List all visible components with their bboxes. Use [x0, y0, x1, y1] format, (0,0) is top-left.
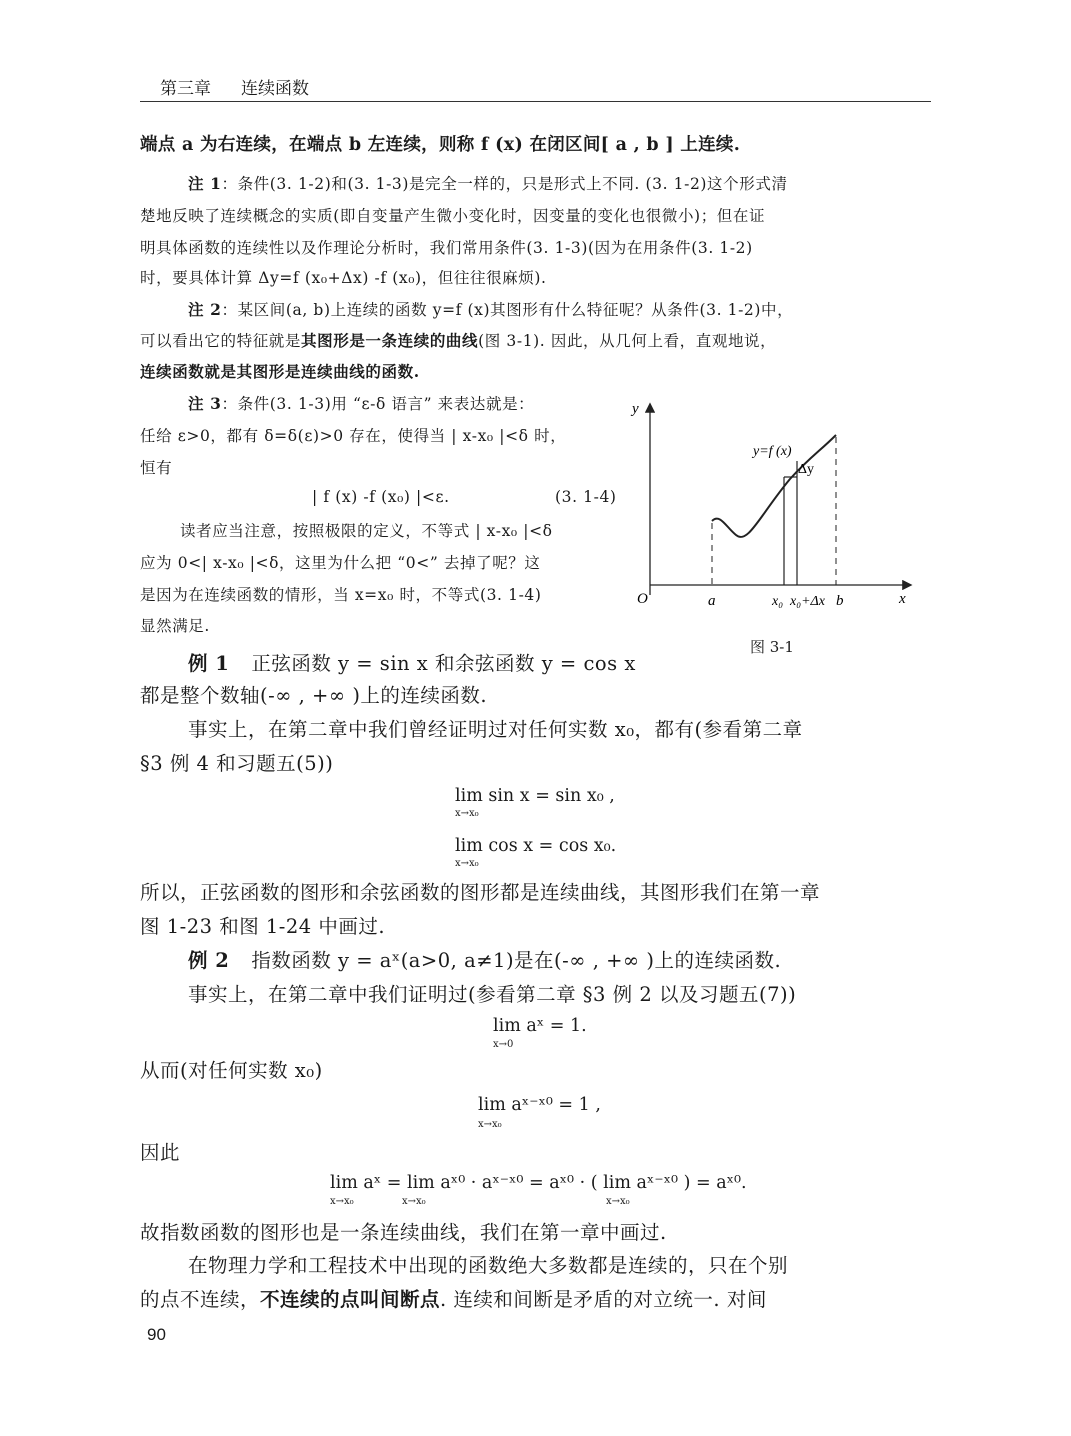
example1-line2: 都是整个数轴(-∞ , +∞ )上的连续函数.: [140, 684, 488, 707]
example2-line7-pre: 的点不连续，: [140, 1288, 261, 1311]
header-rule: [140, 101, 931, 102]
note3-text: ：条件(3. 1-3)用 “ε-δ 语言” 来表达就是：: [221, 395, 535, 413]
example2-line6: 在物理力学和工程技术中出现的函数绝大多数都是连续的，只在个别: [188, 1254, 789, 1277]
example1-text: 正弦函数 y = sin x 和余弦函数 y = cos x: [251, 652, 636, 675]
b-label: b: [836, 593, 844, 609]
note3-line7: 是因为在连续函数的情形，当 x=x₀ 时，不等式(3. 1-4): [140, 586, 542, 604]
example2-eq3-sub1: x→x₀: [330, 1196, 354, 1207]
example1-line4: §3 例 4 和习题五(5)): [140, 752, 334, 775]
example2-line7-post: . 连续和间断是矛盾的对立统一. 对间: [440, 1288, 767, 1311]
example1-eq1-sub: x→x₀: [455, 808, 479, 819]
note2-line2: [140, 329, 776, 351]
note2-line2-pre: 可以看出它的特征就是: [140, 332, 302, 350]
example2-line5: 故指数函数的图形也是一条连续曲线，我们在第一章中画过.: [140, 1221, 667, 1244]
note2-line2-bold: 其图形是一条连续的曲线: [301, 331, 479, 350]
note3-line2: 任给 ε>0，都有 δ=δ(ε)>0 存在，使得当 | x-x₀ |<δ 时，: [140, 427, 567, 445]
running-header-title: 连续函数: [241, 79, 309, 99]
note2-text: ：某区间(a, b)上连续的函数 y=f (x)其图形有什么特征呢？从条件(3. 1-2)中，: [221, 301, 794, 319]
page-number: 90: [147, 1325, 166, 1344]
example2-eq1: lim aˣ = 1.: [493, 1016, 587, 1036]
y-label: y: [632, 401, 639, 417]
example2-line3: 从而(对任何实数 x₀): [140, 1059, 323, 1082]
example1-line5: 所以，正弦函数的图形和余弦函数的图形都是连续曲线，其图形我们在第一章: [140, 881, 821, 904]
note1-line1: [188, 172, 788, 194]
example2-line1: [188, 945, 781, 973]
example2-line4: 因此: [140, 1141, 181, 1164]
example2-eq3-sub2: x→x₀: [402, 1196, 426, 1207]
x0dx-label: x₀+Δx: [790, 594, 825, 609]
note3-eqno: (3. 1-4): [555, 488, 617, 506]
note1-line4: 时，要具体计算 Δy=f (x₀+Δx) -f (x₀)，但往往很麻烦).: [140, 269, 547, 287]
example1-eq2: lim cos x = cos x₀.: [455, 836, 617, 856]
note3-line1: [188, 392, 534, 414]
paragraph-continuity-closed-interval: 端点 a 为右连续，在端点 b 左连续，则称 f (x) 在闭区间[ a , b ] 上连续.: [140, 135, 741, 155]
note3-line8: 显然满足.: [140, 617, 210, 635]
note1-line2: 楚地反映了连续概念的实质(即自变量产生微小变化时，因变量的变化也很微小)；但在证: [140, 207, 766, 225]
example2-eq2-sub: x→x₀: [478, 1119, 502, 1130]
note1-label: 注 1: [188, 174, 222, 193]
example1-eq2-sub: x→x₀: [455, 858, 479, 869]
example1-line6: 图 1-23 和图 1-24 中画过.: [140, 915, 386, 938]
note3-line5: 读者应当注意，按照极限的定义，不等式 | x-x₀ |<δ: [180, 522, 553, 540]
note1-line3: 明具体函数的连续性以及作理论分析时，我们常用条件(3. 1-3)(因为在用条件(3. 1-2): [140, 239, 753, 257]
example2-eq3: lim aˣ = lim aˣ⁰ · aˣ⁻ˣ⁰ = aˣ⁰ · ( lim aˣ⁻ˣ⁰ ) = aˣ⁰.: [330, 1173, 747, 1193]
example1-eq1: lim sin x = sin x₀ ,: [455, 786, 615, 806]
x0-label: x₀: [772, 594, 784, 609]
dy-label: Δy: [798, 462, 815, 477]
figure-3-1: [632, 395, 930, 635]
example1-label: 例 1: [188, 652, 230, 675]
note3-line6: 应为 0<| x-x₀ |<δ，这里为什么把 “0<” 去掉了呢？这: [140, 554, 541, 572]
example2-eq3-sub3: x→x₀: [606, 1196, 630, 1207]
example2-eq1-sub: x→0: [493, 1039, 514, 1050]
note2-line3: 连续函数就是其图形是连续曲线的函数.: [140, 362, 420, 381]
example2-line7-bold: 不连续的点叫间断点: [260, 1288, 441, 1311]
note2-label: 注 2: [188, 300, 222, 319]
note3-formula: | f (x) -f (x₀) |<ε.: [312, 488, 450, 506]
note1-text: ：条件(3. 1-2)和(3. 1-3)是完全一样的，只是形式上不同. (3. 1-2)这个形式清: [221, 175, 788, 193]
running-header-chapter: 第三章: [160, 79, 211, 99]
example1-line3: 事实上，在第二章中我们曾经证明过对任何实数 x₀，都有(参看第二章: [188, 718, 803, 741]
example2-eq2: lim aˣ⁻ˣ⁰ = 1 ,: [478, 1095, 601, 1115]
example2-line7: [140, 1284, 767, 1312]
origin-label: O: [637, 591, 648, 607]
note3-label: 注 3: [188, 394, 222, 413]
example2-text: 指数函数 y = aˣ(a>0, a≠1)是在(-∞ , +∞ )上的连续函数.: [251, 949, 782, 972]
example2-line2: 事实上，在第二章中我们证明过(参看第二章 §3 例 2 以及习题五(7)): [188, 983, 797, 1006]
example2-label: 例 2: [188, 949, 230, 972]
note3-line3: 恒有: [140, 459, 173, 477]
note2-line2-post: (图 3-1). 因此，从几何上看，直观地说，: [478, 332, 777, 350]
figure-caption: 图 3-1: [750, 638, 794, 656]
note2-line1: [188, 298, 793, 320]
x-label: x: [899, 591, 906, 607]
curve-label: y=f (x): [753, 444, 792, 459]
example1-line1: [188, 648, 636, 676]
a-label: a: [708, 593, 716, 609]
